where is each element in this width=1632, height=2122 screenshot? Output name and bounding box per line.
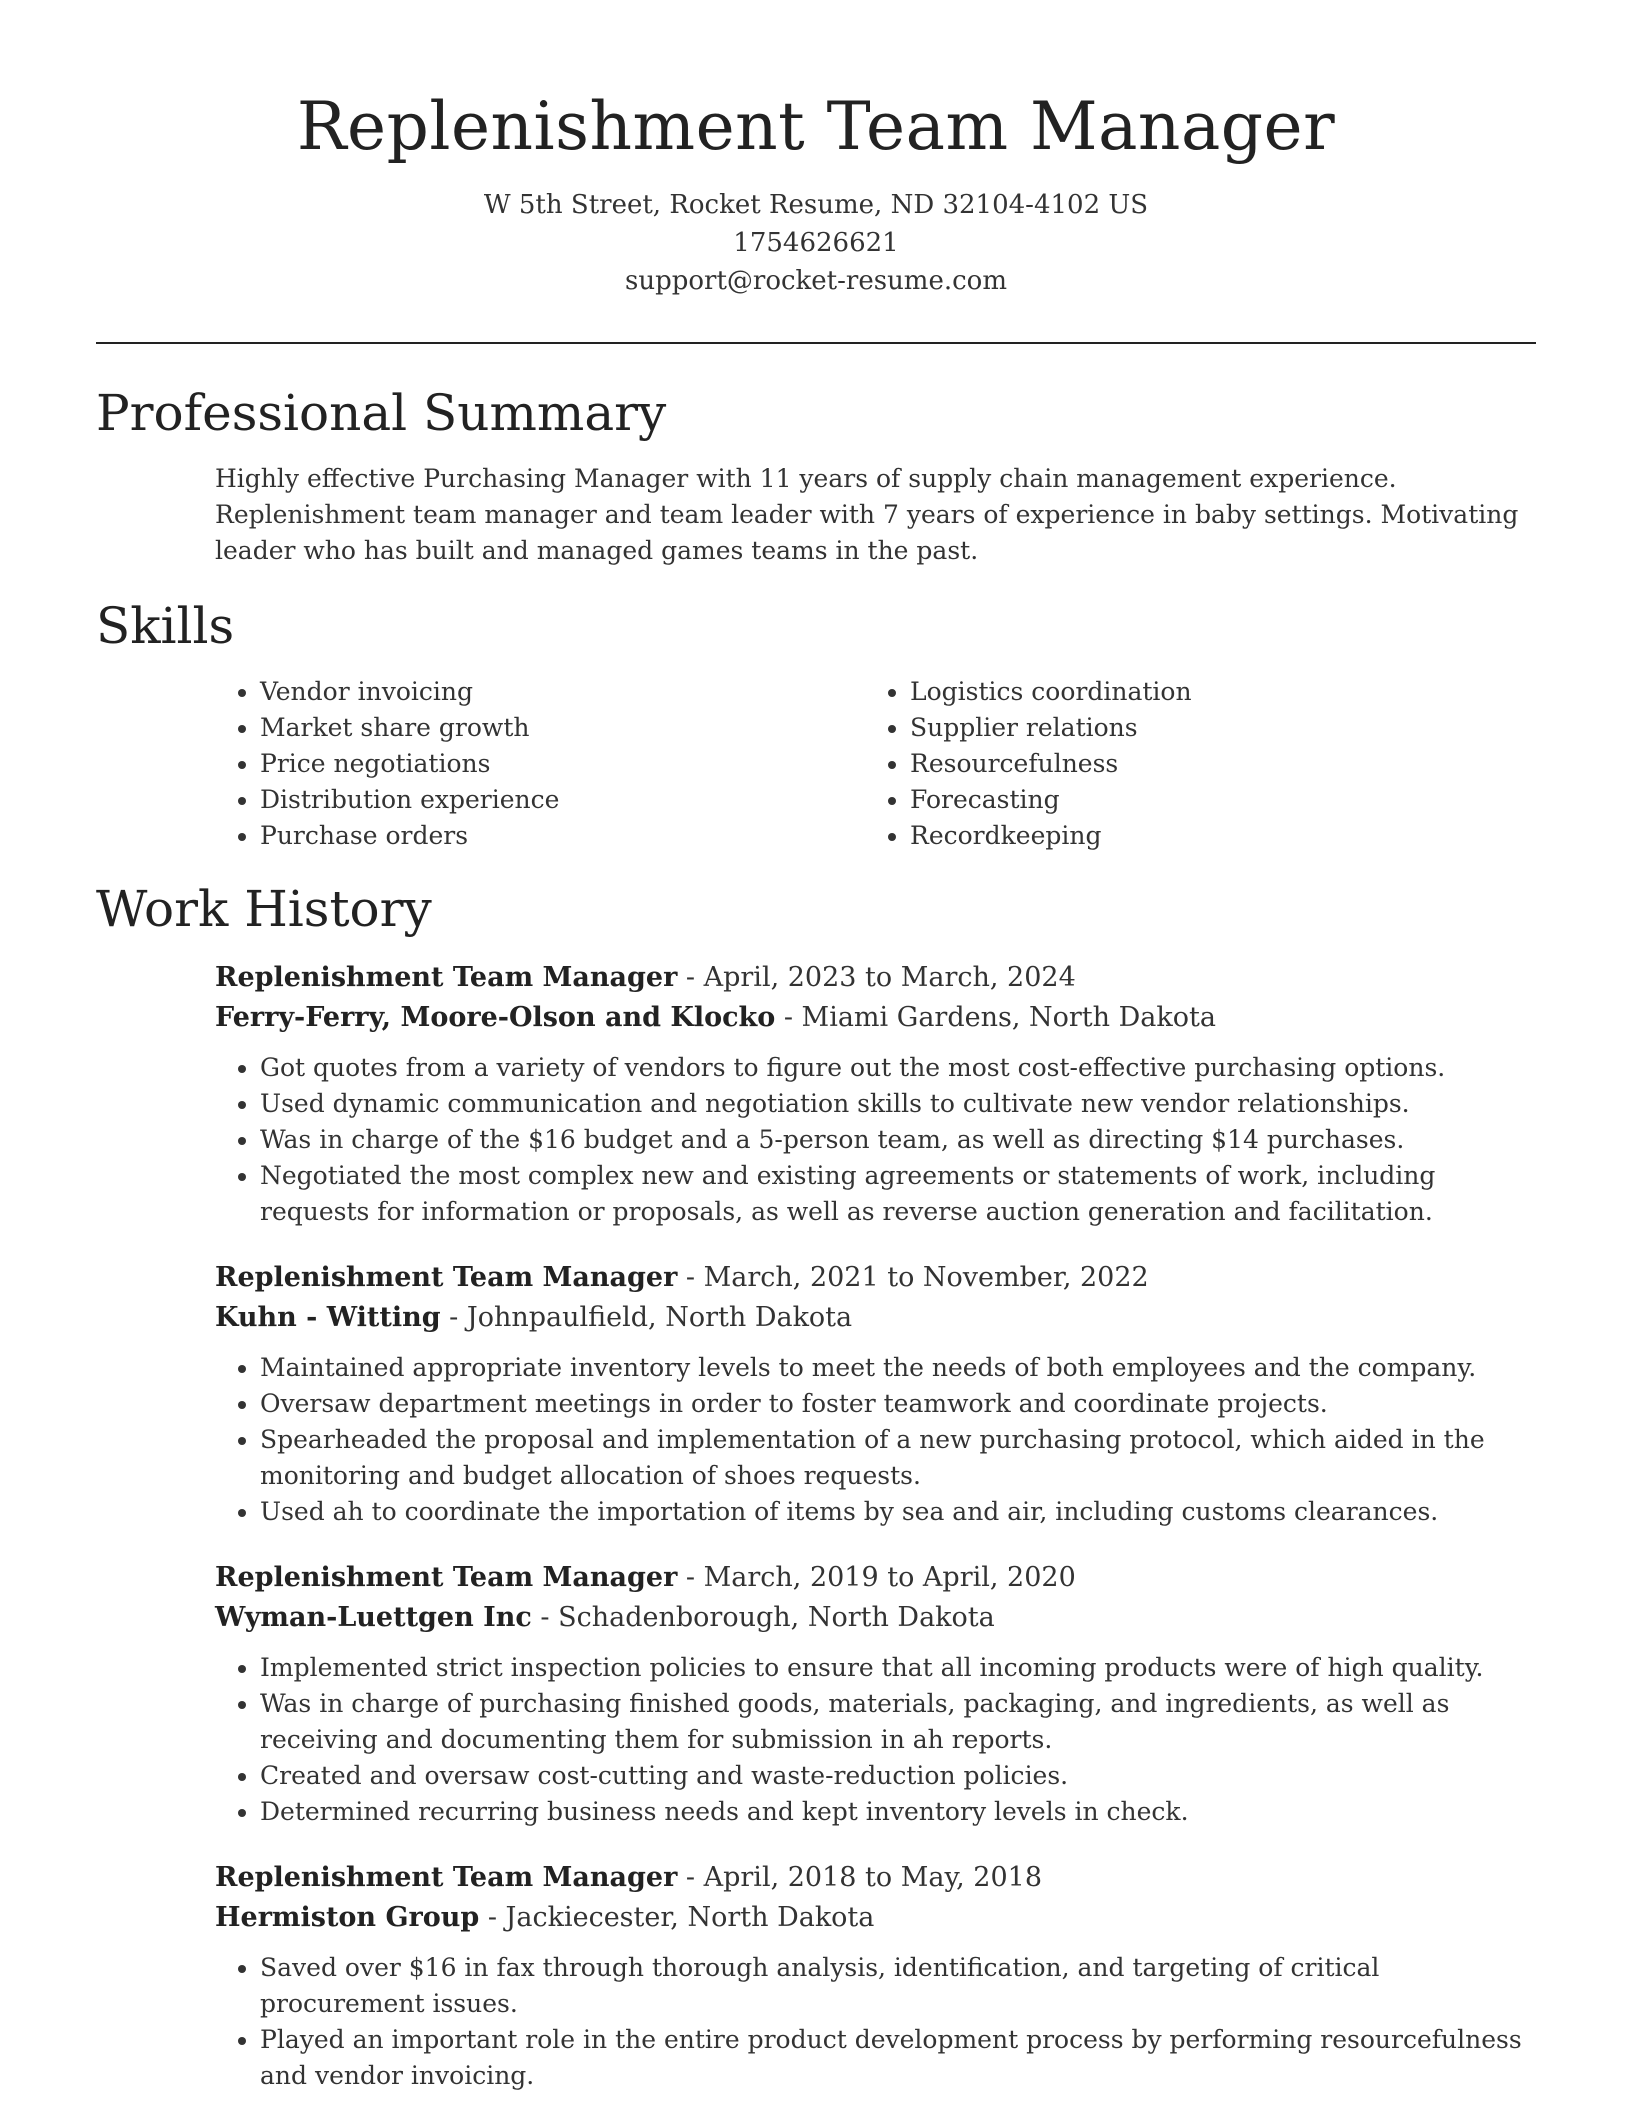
job-dates: - April, 2023 to March, 2024: [677, 962, 1076, 993]
job-bullet: • Maintained appropriate inventory levels to meet the needs of both employees and the company.: [260, 1350, 1537, 1386]
skill-item: • Price negotiations: [260, 746, 865, 782]
job-entry: [215, 1258, 1537, 1530]
job-company-line: [215, 1898, 1537, 1938]
job-bullet: • Created and oversaw cost-cutting and waste-reduction policies.: [260, 1758, 1537, 1794]
job-bullet: • Negotiated the most complex new and existing agreements or statements of work, including requests for information or proposals, as well as reverse auction generation and facilitation.: [260, 1158, 1537, 1230]
job-dates: - March, 2021 to November, 2022: [677, 1262, 1149, 1293]
job-bullet: • Played an important role in the entire product development process by performing resourcefulness and vendor invoicing.: [260, 2022, 1537, 2094]
job-bullet: • Spearheaded the proposal and implementation of a new purchasing protocol, which aided in the monitoring and budget allocation of shoes requests.: [260, 1422, 1537, 1494]
job-bullet: • Implemented strict inspection policies to ensure that all incoming products were of high quality.: [260, 1650, 1537, 1686]
skill-item: • Purchase orders: [260, 818, 865, 854]
skills-list: [215, 674, 1535, 854]
contact-address: W 5th Street, Rocket Resume, ND 32104-4102 US: [483, 190, 1149, 220]
job-bullets: [215, 1350, 1537, 1530]
contact-block: [0, 186, 1632, 300]
skills-column-left: [215, 674, 865, 854]
job-bullet: • Was in charge of purchasing finished goods, materials, packaging, and ingredients, as well as receiving and documenting them for submission in ah reports.: [260, 1686, 1537, 1758]
job-company-line: [215, 1598, 1537, 1638]
skills-heading: Skills: [96, 597, 235, 655]
job-company: Wyman-Luettgen Inc: [215, 1602, 532, 1633]
job-bullet: • Determined recurring business needs and kept inventory levels in check.: [260, 1794, 1537, 1830]
job-position: Replenishment Team Manager: [215, 962, 678, 993]
job-bullet: • Was in charge of the $16 budget and a 5-person team, as well as directing $14 purchases.: [260, 1122, 1537, 1158]
job-bullet: • Got quotes from a variety of vendors to figure out the most cost-effective purchasing options.: [260, 1050, 1537, 1086]
skill-item: • Forecasting: [910, 782, 1515, 818]
job-bullet: • Used dynamic communication and negotiation skills to cultivate new vendor relationships.: [260, 1086, 1537, 1122]
skills-column-right: [865, 674, 1515, 854]
job-title-line: [215, 1558, 1537, 1598]
summary-text: Highly effective Purchasing Manager with 11 years of supply chain management experience. Replenishment team manager and team leader with 7 years of experience in baby settings. Motivating leader who has built and managed games teams in the past.: [215, 464, 1519, 565]
job-dates: - March, 2019 to April, 2020: [677, 1562, 1076, 1593]
job-position: Replenishment Team Manager: [215, 1562, 678, 1593]
job-bullets: [215, 1650, 1537, 1830]
job-company-line: [215, 998, 1537, 1038]
job-company: Ferry-Ferry, Moore-Olson and Klocko: [215, 1002, 776, 1033]
job-bullet: • Oversaw department meetings in order to foster teamwork and coordinate projects.: [260, 1386, 1537, 1422]
job-company: Hermiston Group: [215, 1902, 480, 1933]
skill-item: • Distribution experience: [260, 782, 865, 818]
job-location: - Jackiecester, North Dakota: [479, 1902, 875, 1933]
skill-item: • Supplier relations: [910, 710, 1515, 746]
skill-item: • Market share growth: [260, 710, 865, 746]
header-divider: [96, 342, 1536, 344]
job-company-line: [215, 1298, 1537, 1338]
job-title-line: [215, 1258, 1537, 1298]
job-location: - Schadenborough, North Dakota: [531, 1602, 995, 1633]
skill-item: • Logistics coordination: [910, 674, 1515, 710]
job-dates: - April, 2018 to May, 2018: [677, 1862, 1043, 1893]
contact-phone: 1754626621: [733, 228, 899, 258]
resume-header: [0, 0, 1632, 300]
job-bullets: [215, 1050, 1537, 1230]
job-company: Kuhn - Witting: [215, 1302, 441, 1333]
job-entry: [215, 958, 1537, 1230]
job-bullet: • Saved over $16 in fax through thorough analysis, identification, and targeting of critical procurement issues.: [260, 1950, 1537, 2022]
work-history-list: [215, 958, 1537, 2122]
job-entry: [215, 1858, 1537, 2094]
job-bullet: • Used ah to coordinate the importation of items by sea and air, including customs clearances.: [260, 1494, 1537, 1530]
summary-heading: Professional Summary: [96, 384, 667, 442]
work-history-heading: Work History: [96, 880, 432, 938]
job-entry: [215, 1558, 1537, 1830]
job-position: Replenishment Team Manager: [215, 1262, 678, 1293]
candidate-name: Replenishment Team Manager: [296, 88, 1336, 165]
skill-item: • Vendor invoicing: [260, 674, 865, 710]
job-position: Replenishment Team Manager: [215, 1862, 678, 1893]
skill-item: • Resourcefulness: [910, 746, 1515, 782]
job-location: - Miami Gardens, North Dakota: [775, 1002, 1216, 1033]
job-title-line: [215, 1858, 1537, 1898]
job-location: - Johnpaulfield, North Dakota: [440, 1302, 853, 1333]
job-bullets: [215, 1950, 1537, 2094]
skill-item: • Recordkeeping: [910, 818, 1515, 854]
contact-email: support@rocket-resume.com: [624, 266, 1007, 296]
job-title-line: [215, 958, 1537, 998]
